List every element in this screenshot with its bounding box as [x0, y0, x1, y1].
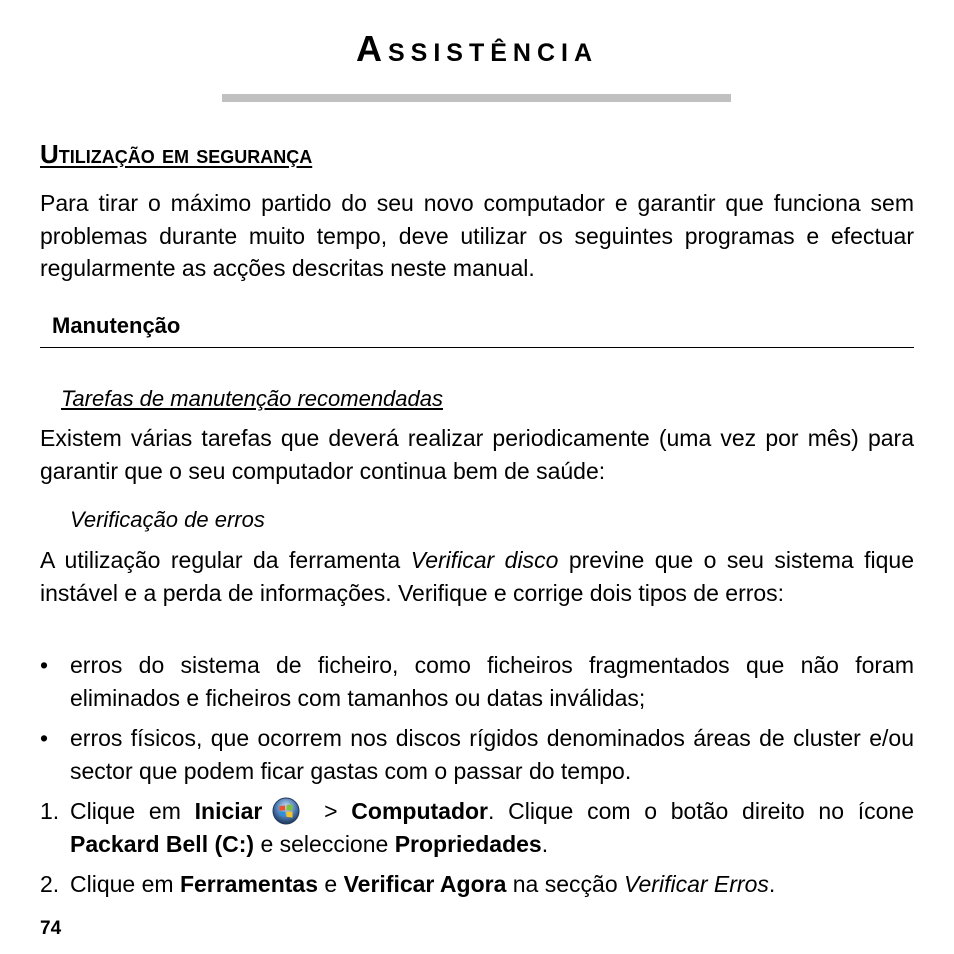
step-text: [70, 795, 914, 860]
bullet-item: [40, 649, 914, 714]
ui-term: Iniciar: [194, 798, 263, 824]
text-run: . Clique com o botão direito no ícone: [488, 798, 915, 824]
maintenance-heading: Manutenção: [52, 313, 181, 338]
ui-term: Packard Bell (C:): [70, 830, 255, 857]
text-run: e seleccione: [254, 830, 395, 857]
text-run: A utilização regular da ferramenta: [40, 547, 411, 573]
step-item: [40, 868, 914, 901]
text-run: .: [768, 871, 776, 897]
text-run: na secção: [506, 871, 625, 897]
bullet-marker: •: [40, 725, 49, 751]
error-check-paragraph: [40, 544, 914, 609]
bullet-text: erros físicos, que ocorrem nos discos rígidos denominados áreas de cluster e/ou sector que podem ficar gastas com o passar do tempo.: [70, 725, 914, 784]
step-item: [40, 795, 914, 860]
text-run: Clique em: [70, 798, 195, 824]
ui-term: Verificar Agora: [343, 871, 507, 897]
step-number: 2.: [40, 871, 60, 897]
text-run: previne que o seu sistema fique instável e a perda de informações. Verifique e corrige dois tipos de erros:: [40, 547, 914, 606]
text-run: .: [541, 830, 549, 857]
windows-start-orb-icon: [272, 797, 300, 825]
text-run: >: [310, 798, 352, 824]
ui-term: Propriedades: [394, 830, 542, 857]
ui-term: Verificar Erros: [624, 871, 769, 897]
bullet-marker: •: [40, 652, 49, 678]
error-check-heading: Verificação de erros: [70, 507, 265, 532]
maintenance-paragraph: Existem várias tarefas que deverá realizar periodicamente (uma vez por mês) para garantir que o seu computador continua bem de saúde:: [40, 425, 914, 484]
intro-paragraph: Para tirar o máximo partido do seu novo computador e garantir que funciona sem problemas durante muito tempo, deve utilizar os seguintes programas e efectuar regularmente as acções descritas neste manual.: [40, 190, 914, 281]
ui-term: Ferramentas: [179, 871, 319, 897]
page-number: 74: [40, 918, 62, 939]
tool-name: Verificar disco: [410, 547, 559, 573]
bullet-item: [40, 722, 914, 787]
title-underline-bar: [222, 94, 731, 102]
ui-term: Computador: [351, 798, 489, 824]
step-number: 1.: [40, 798, 60, 824]
section-heading: Utilização em segurança: [40, 139, 313, 169]
bullet-text: erros do sistema de ficheiro, como ficheiros fragmentados que não foram eliminados e ficheiros com tamanhos ou datas inválidas;: [70, 652, 914, 711]
step-text: [70, 868, 914, 901]
text-run: Clique em: [70, 871, 180, 897]
text-run: e: [318, 871, 344, 897]
heading-rule: [40, 347, 914, 348]
page-title: Assistência: [355, 28, 599, 69]
recommended-tasks-heading: Tarefas de manutenção recomendadas: [61, 386, 443, 411]
